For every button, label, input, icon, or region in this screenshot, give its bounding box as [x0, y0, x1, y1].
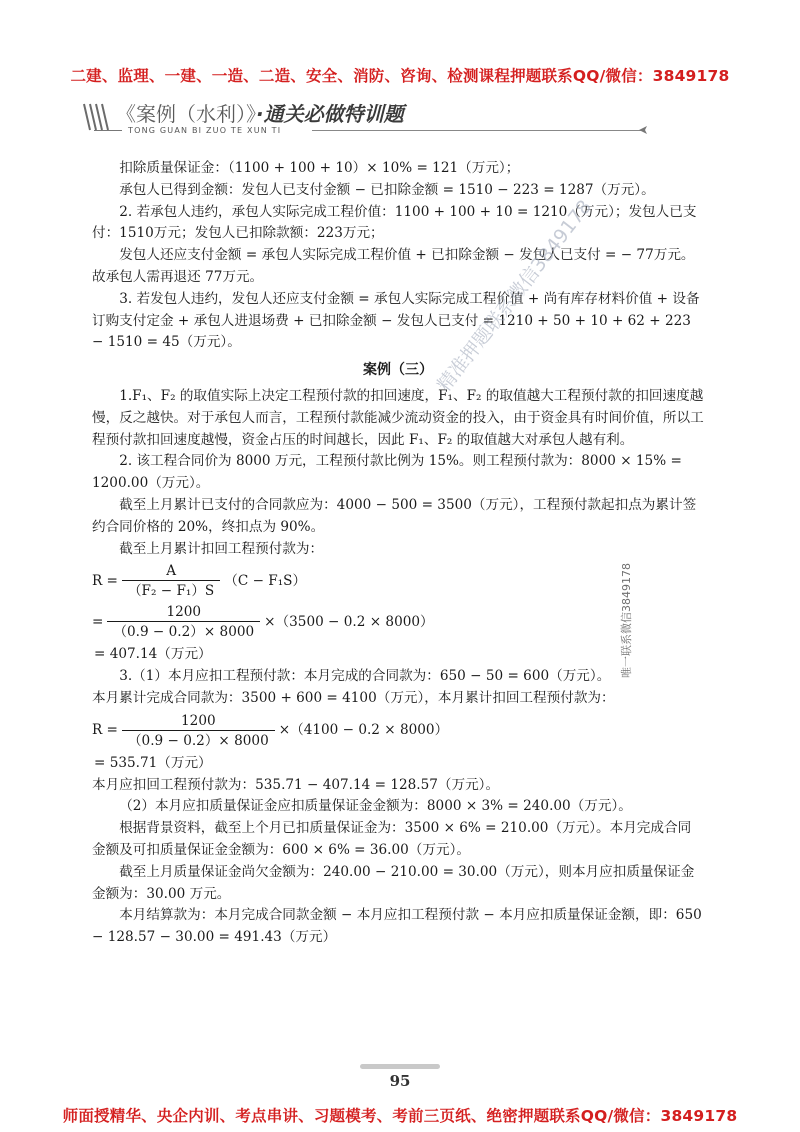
- bottom-advert-banner: 师面授精华、央企内训、考点串讲、习题模考、考前三页纸、绝密押题联系QQ/微信：3849178: [62, 1107, 738, 1125]
- formula-lhs: =: [92, 613, 104, 630]
- text-line: 本月结算款为：本月完成合同款金额 − 本月应扣工程预付款 − 本月应扣质量保证金额，即：650 − 128.57 − 30.00 = 491.43（万元）: [92, 907, 702, 946]
- text-line: 根据背景资料，截至上个月已扣质量保证金为：3500 × 6% = 210.00（万元）。本月完成合同金额及可扣质量保证金金额为：600 × 6% = 36.00（万元）。: [92, 820, 692, 858]
- text-line: 扣除质量保证金：（1100 + 100 + 10）× 10% = 121（万元）；: [119, 160, 520, 176]
- header-rule-left: [94, 130, 122, 131]
- header-title: [116, 98, 404, 127]
- fraction: [122, 562, 220, 601]
- fraction-numerator: 1200: [166, 604, 202, 621]
- page-header: [82, 94, 722, 140]
- header-title-light: 《案例（水利）》: [116, 102, 256, 126]
- fraction-numerator: 1200: [181, 712, 216, 729]
- fraction-denominator: （0.9 − 0.2）× 8000: [122, 730, 275, 751]
- formula-rhs: （C − F₁S）: [224, 572, 307, 589]
- top-advert-banner: 二建、监理、一建、一造、二造、安全、消防、咨询、检测课程押题联系QQ/微信：3849178: [70, 67, 730, 85]
- header-rule-right: [312, 130, 642, 131]
- watermark-side: 唯一联系微信3849178: [620, 563, 633, 678]
- formula-2: [92, 603, 704, 642]
- text-line: 承包人已得到金额：发包人已支付金额 − 已扣除金额 = 1510 − 223 = 1287（万元）。: [119, 181, 655, 198]
- text-line: 截至上月质量保证金尚欠金额为：240.00 − 210.00 = 30.00（万元），则本月应扣质量保证金金额为：30.00 万元。: [92, 863, 695, 902]
- text-line: 1.F₁、F₂ 的取值实际上决定工程预付款的扣回速度，F₁、F₂ 的取值越大工程预付款的扣回速度越慢，反之越快。对于承包人而言，工程预付款能减少流动资金的投入，由于资金具有时间价值，所以工程预付款扣回速度越慢，资金占压的时间越长，因此 F₁、F₂ 的取值越大对承包人越有利。: [92, 387, 704, 448]
- text-line: 2. 该工程合同价为 8000 万元，工程预付款比例为 15%。则工程预付款为：8000 × 15% = 1200.00（万元）。: [92, 453, 682, 492]
- formula-result: = 535.71（万元）: [94, 754, 212, 771]
- fraction-denominator: （0.9 − 0.2）× 8000: [107, 621, 260, 642]
- formula-rhs: ×（4100 − 0.2 × 8000）: [278, 722, 449, 739]
- document-body: [92, 158, 704, 949]
- page-number: 95: [389, 1072, 411, 1090]
- text-line: （2）本月应扣质量保证金应扣质量保证金金额为：8000 × 3% = 240.00（万元）。: [119, 798, 632, 815]
- header-title-strong: ·通关必做特训题: [256, 102, 404, 126]
- text-line: 本月累计完成合同款为：3500 + 600 = 4100（万元），本月累计扣回工程预付款为：: [92, 689, 615, 706]
- header-pinyin: TONG GUAN BI ZUO TE XUN TI: [128, 126, 282, 135]
- text-line: 3.（1）本月应扣工程预付款：本月完成的合同款为：650 − 50 = 600（万元）。: [119, 668, 611, 685]
- watermark-main: 精准押题联系微信3849178: [433, 195, 597, 397]
- formula-3: [92, 712, 704, 751]
- fraction: [122, 712, 275, 751]
- text-line: 本月应扣回工程预付款为：535.71 − 407.14 = 128.57（万元）。: [92, 776, 500, 793]
- fraction: [107, 603, 260, 642]
- formula-lhs: R =: [92, 572, 118, 589]
- page-number-decoration-icon: [360, 1062, 440, 1072]
- formula-1: [92, 562, 704, 601]
- fraction-denominator: （F₂ − F₁）S: [122, 580, 220, 601]
- formula-rhs: ×（3500 − 0.2 × 8000）: [264, 613, 434, 630]
- text-line: 2. 若承包人违约，承包人实际完成工程价值：1100 + 100 + 10 = 1210（万元）；发包人已支付：1510万元；发包人已扣除款额：223万元；: [92, 203, 697, 242]
- text-line: 截至上月累计扣回工程预付款为：: [119, 540, 324, 557]
- section-title: 案例（三）: [363, 362, 433, 379]
- text-line: 截至上月累计已支付的合同款应为：4000 − 500 = 3500（万元），工程预付款起扣点为累计签约合同价格的 20%，终扣点为 90%。: [92, 496, 697, 535]
- formula-result: = 407.14（万元）: [94, 646, 212, 663]
- header-bars-icon: [82, 102, 112, 132]
- text-line: 3. 若发包人违约，发包人还应支付金额 = 承包人实际完成工程价值 + 尚有库存材料价值 + 设备订购支付定金 + 承包人进退场费 + 已扣除金额 − 发包人已支付 = 1210 + 50 + 10 + 62 + 223 − 1510 = 45（万元）。: [92, 290, 700, 351]
- formula-lhs: R =: [92, 722, 118, 739]
- header-arrow-icon: [637, 124, 651, 136]
- text-line: 发包人还应支付金额 = 承包人实际完成工程价值 + 已扣除金额 − 发包人已支付 = − 77万元。故承包人需再退还 77万元。: [92, 247, 695, 285]
- fraction-numerator: A: [166, 563, 177, 580]
